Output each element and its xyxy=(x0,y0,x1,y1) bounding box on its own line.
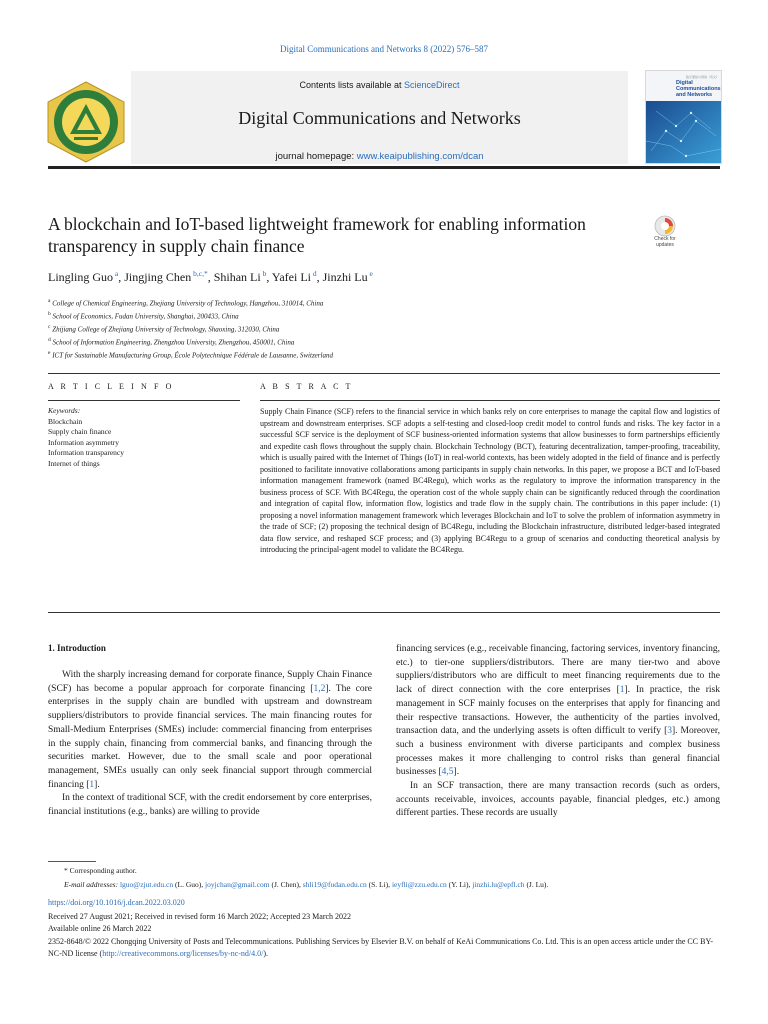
affiliation-item xyxy=(48,309,688,322)
copyright-notice xyxy=(48,936,720,960)
journal-name: Digital Communications and Networks xyxy=(238,108,521,128)
affiliation-text: College of Chemical Engineering, Zhejiang University of Technology, Hangzhou, 310014, China xyxy=(50,299,324,308)
body-paragraph: In an SCF transaction, there are many transaction records (such as orders, accounts receivable, invoices, accounts payable, financial pledges, etc.) among different parties. These records are usually xyxy=(396,781,720,819)
journal-cover-image[interactable] xyxy=(645,70,722,164)
author-name: Yafei Li xyxy=(271,270,312,284)
author-name: Jinzhi Lu xyxy=(322,270,368,284)
keyword-item: Information transparency xyxy=(48,448,125,457)
header-rule xyxy=(48,166,720,169)
abstract-sub-rule xyxy=(260,400,720,401)
introduction-heading: 1. Introduction xyxy=(48,643,106,653)
body-paragraph: financing services (e.g., receivable financing, factoring services, inventory financing, etc.) to tier-one suppliers/distributors. There are many tier-two and above suppliers/distributors who are difficult to meet financing requirements due to the lack of direct connection with the core enterprises [1]. In practice, the risk management in SCF mainly focuses on the enterprises that apply for financing and their respective transactions. However, the authenticity of the parties involved, transaction data, and the underlying assets is often difficult to verify [3]. Moreover, such a business environment with diverse participants and complex business processes makes it more challenging to control risks than general financial businesses [4,5]. xyxy=(396,644,720,778)
keyword-item: Blockchain xyxy=(48,416,83,426)
author-affiliation-mark[interactable]: b,c,* xyxy=(191,269,208,278)
affiliation-text: ICT for Sustainable Manufacturing Group, École Polytechnique Fédérale de Lausanne, Switzerland xyxy=(50,351,333,360)
abstract-text: Supply Chain Finance (SCF) refers to the financial service in which banks rely on core enterprises to manage the capital flow and logistics of upstream and downstream enterprises. SCF adopts a self-testing and closed-loop credit model to control funds and risks. The key factor in a successful SCF service is the deployment of SCF business-oriented information systems that allow businesses to form partnerships efficiently and expedite cash flows throughout the supply chain. Blockchain Technology (BCT), featuring decentralization, tamper-proofing, traceability, which is usually paired with the Internet of Things (IoT) in real-world contexts, has been widely adopted in the field of finance and is perfectly positioned to facilitate innovative collaborations among participants in supply chain networks. In this paper, we propose a BCT and IoT-based information management framework (named BC4Regu), which works as the regulatory to improve the information transparency in the business process of SCF. With BC4Regu, the operation cost of the whole supply chain can be significantly reduced through the coordination and integration of capital flow, information flow, logistics and trade flow in the supply chain. The contributions in this paper include: (1) proposing a novel information management framework which leverages Blockchain and IoT to solve the problem of information asymmetry in the trade of SCF; (2) proposing the technical design of BC4Regu, including the Blockchain infrastructure, distributed ledger-based integrated data flow service, and reshaped SCF process; and (3) applying BC4Regu to a group of scenarios and conducting theoretical analysis by introducing the principal-agent model to validate the BC4Regu. xyxy=(260,407,720,554)
affiliation-item xyxy=(48,348,688,361)
citation-link[interactable]: 1 xyxy=(619,685,625,696)
article-info-heading: A R T I C L E I N F O xyxy=(48,382,175,391)
body-column-left xyxy=(48,669,372,820)
doi-link[interactable]: https://doi.org/10.1016/j.dcan.2022.03.020 xyxy=(48,898,185,907)
body-paragraph: In the context of traditional SCF, with the credit endorsement by core enterprises, financial institutions (e.g., banks) are willing to provide xyxy=(48,793,372,818)
copyright-end: ). xyxy=(263,949,269,958)
email-owner: (J. Lu). xyxy=(524,880,549,889)
author-name: Jingjing Chen xyxy=(124,270,192,284)
affiliation-item xyxy=(48,322,688,335)
author-affiliation-mark[interactable]: b xyxy=(260,269,267,278)
sciencedirect-link[interactable]: ScienceDirect xyxy=(404,80,460,90)
email-link[interactable]: joyjchan@gmail.com xyxy=(205,880,270,889)
affiliation-item xyxy=(48,335,688,348)
cover-small-text: 数字通信与网络（英文） xyxy=(686,75,720,79)
keyword-item: Supply chain finance xyxy=(48,427,112,436)
citation-link[interactable]: 3 xyxy=(667,726,672,737)
affiliation-mark: b xyxy=(48,310,51,317)
cover-artwork xyxy=(646,101,721,163)
affiliation-item xyxy=(48,296,688,309)
author-affiliation-mark[interactable]: a xyxy=(113,269,119,278)
email-label: E-mail addresses: xyxy=(64,880,120,889)
affiliation-list xyxy=(48,296,688,361)
body-column-right xyxy=(396,643,720,821)
received-dates: Received 27 August 2021; Received in revised form 16 March 2022; Accepted 23 March 2022 xyxy=(48,912,352,921)
abstract-heading: A B S T R A C T xyxy=(260,382,354,391)
email-owner: (J. Chen), xyxy=(269,880,303,889)
info-rule xyxy=(48,373,720,374)
affiliation-mark: a xyxy=(48,298,51,304)
online-date: Available online 26 March 2022 xyxy=(48,924,152,933)
keywords-block xyxy=(48,406,238,469)
keyword-item: Internet of things xyxy=(48,458,100,468)
keywords-label: Keywords: xyxy=(48,406,81,415)
copyright-text: 2352-8648/© 2022 Chongqing University of Posts and Telecommunications. Publishing Services by Elsevier B.V. on behalf of KeAi Communications Co. Ltd. This is an open access article under the CC BY-NC-ND license ( xyxy=(48,937,713,958)
homepage-line xyxy=(131,151,628,162)
author-affiliation-mark[interactable]: e xyxy=(367,269,373,278)
check-for-updates-button[interactable] xyxy=(645,214,685,258)
homepage-link[interactable]: www.keaipublishing.com/dcan xyxy=(356,151,484,162)
author-affiliation-mark[interactable]: d xyxy=(311,269,317,278)
author-name: Lingling Guo xyxy=(48,270,113,284)
affiliation-mark: e xyxy=(48,349,51,356)
email-owner: (Y. Li), xyxy=(446,880,473,889)
affiliation-mark: d xyxy=(48,336,51,343)
author-list: Lingling Guo $^a$, Jingjing Chen $^{b,c,*}$, Shihan Li $^b$, Yafei Li $^d$, Jinzhi Lu $^e$ xyxy=(48,269,373,284)
email-link[interactable]: lguo@zjut.edu.cn xyxy=(119,880,174,889)
contents-line xyxy=(131,80,628,90)
footnote-rule xyxy=(48,861,96,862)
check-updates-label: Check for updates xyxy=(654,236,676,248)
author-name: Shihan Li xyxy=(213,270,261,284)
body-paragraph: With the sharply increasing demand for corporate finance, Supply Chain Finance (SCF) has become a popular approach for corporate financing [1,2]. The core enterprises in the supply chain are bundled with upstream and downstream suppliers/distributors to provide financial services. The main financing routes for Small-Medium Enterprises (SMEs) include: commercial financing from enterprises in the supply chain, financing from commercial banks, and financing through the securities market. However, due to the small scale and poor operational management, SMEs usually can only seek financial support through commercial financing [1]. xyxy=(48,670,373,790)
affiliation-text: Zhijiang College of Zhejiang University of Technology, Shaoxing, 312030, China xyxy=(50,325,280,334)
homepage-prefix: journal homepage: xyxy=(275,151,357,162)
citation-link[interactable]: 4,5 xyxy=(441,767,454,778)
email-link[interactable]: shli19@fudan.edu.cn xyxy=(302,880,367,889)
email-owner: (L. Guo), xyxy=(173,880,205,889)
abstract-end-rule xyxy=(48,612,720,613)
contents-prefix: Contents lists available at xyxy=(299,80,405,90)
article-title: A blockchain and IoT-based lightweight framework for enabling information transparency in supply chain finance xyxy=(48,214,586,256)
email-addresses xyxy=(64,880,724,889)
cover-title: Digital Communications and Networks xyxy=(676,80,721,98)
email-owner: (S. Li), xyxy=(366,880,392,889)
corresponding-author-note: * Corresponding author. xyxy=(64,866,137,875)
affiliation-mark: c xyxy=(48,323,51,330)
info-sub-rule xyxy=(48,400,240,401)
citation-link[interactable]: 1 xyxy=(89,779,95,790)
email-link[interactable]: jinzhi.lu@epfl.ch xyxy=(472,880,525,889)
keyword-list xyxy=(48,417,238,470)
affiliation-text: School of Information Engineering, Zhengzhou University, Zhengzhou, 450001, China xyxy=(50,338,295,347)
license-link[interactable]: http://creativecommons.org/licenses/by-nc-nd/4.0/ xyxy=(102,949,264,958)
affiliation-text: School of Economics, Fudan University, Shanghai, 200433, China xyxy=(50,312,239,321)
email-link[interactable]: ieyfli@zzu.edu.cn xyxy=(391,880,447,889)
journal-reference-link[interactable]: Digital Communications and Networks 8 (2022) 576–587 xyxy=(280,44,488,54)
citation-link[interactable]: 1,2 xyxy=(313,683,326,694)
check-updates-icon xyxy=(654,215,676,237)
keyword-item: Information asymmetry xyxy=(48,437,120,447)
university-logo-icon xyxy=(44,80,128,164)
